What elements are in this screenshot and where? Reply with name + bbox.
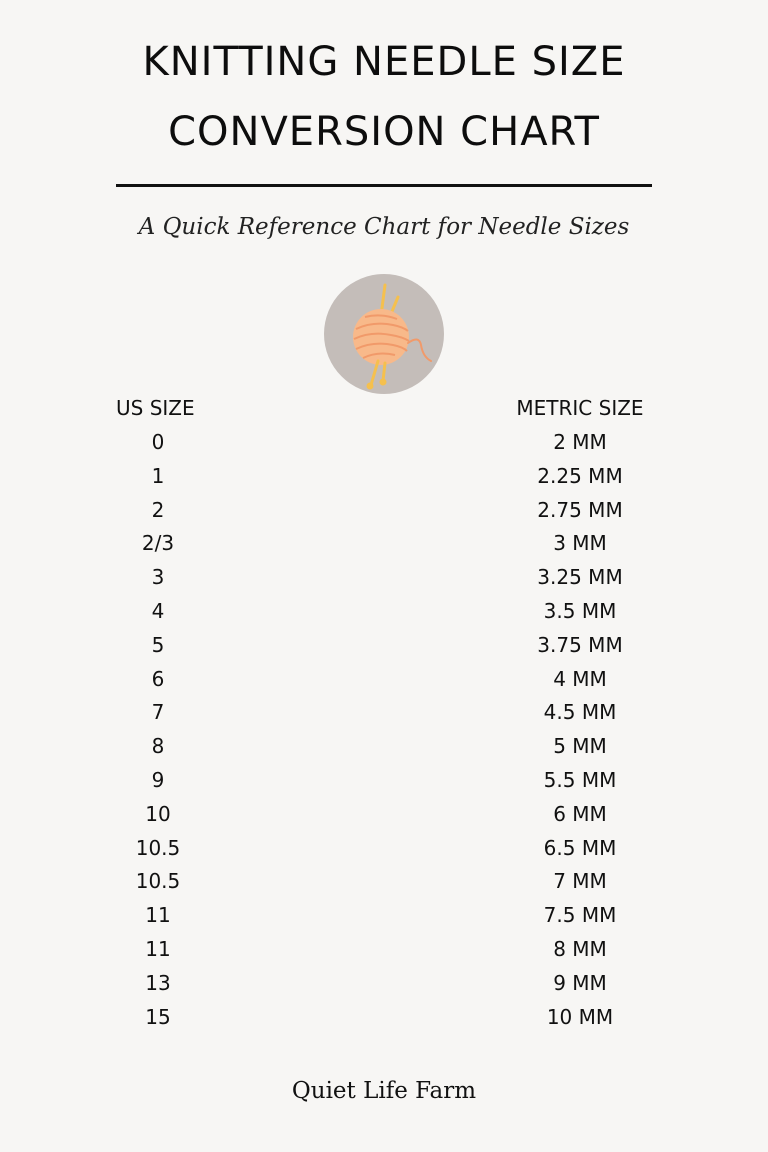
table-row: [0, 464, 768, 498]
metric-size-cell: 2.75 MM: [537, 497, 623, 522]
metric-size-cell: 2 MM: [553, 430, 607, 454]
us-size-cell: 10.5: [135, 869, 181, 894]
subtitle: A Quick Reference Chart for Needle Sizes: [138, 214, 630, 240]
us-size-cell: 11: [145, 903, 171, 928]
table-row: [0, 531, 768, 565]
conversion-table: [0, 430, 768, 1038]
metric-size-cell: 5.5 MM: [543, 767, 617, 792]
table-row: [0, 700, 768, 734]
table-row: [0, 633, 768, 667]
metric-size-cell: 4 MM: [553, 666, 607, 691]
table-row: [0, 903, 768, 937]
metric-size-cell: 2.25 MM: [537, 463, 623, 488]
us-size-cell: 0: [151, 430, 165, 454]
metric-size-cell: 10 MM: [546, 1004, 614, 1029]
metric-size-cell: 3.25 MM: [537, 565, 623, 590]
us-size-cell: 3: [151, 565, 165, 590]
us-size-cell: 13: [145, 970, 171, 995]
metric-size-cell: 3.75 MM: [537, 632, 623, 657]
table-row: [0, 498, 768, 532]
page-title-line-1: KNITTING NEEDLE SIZE: [142, 39, 626, 85]
table-row: [0, 734, 768, 768]
metric-size-cell: 5 MM: [553, 734, 607, 759]
us-size-cell: 10: [145, 801, 171, 826]
us-size-cell: 2/3: [141, 531, 175, 556]
metric-size-cell: 4.5 MM: [543, 700, 617, 725]
metric-size-cell: 7 MM: [553, 869, 607, 894]
us-size-cell: 8: [151, 734, 165, 759]
table-row: [0, 802, 768, 836]
metric-size-cell: 6 MM: [553, 801, 607, 826]
us-size-cell: 15: [145, 1004, 171, 1029]
table-row: [0, 599, 768, 633]
us-size-cell: 4: [151, 598, 165, 623]
metric-size-cell: 8 MM: [553, 936, 607, 961]
table-row: [0, 430, 768, 464]
metric-size-cell: 6.5 MM: [543, 835, 617, 860]
us-size-cell: 9: [151, 767, 165, 792]
page-title-line-2: CONVERSION CHART: [168, 109, 600, 155]
us-size-cell: 2: [151, 497, 165, 522]
metric-size-cell: 9 MM: [553, 970, 607, 995]
us-size-cell: 7: [151, 700, 165, 725]
table-row: [0, 565, 768, 599]
us-size-cell: 5: [151, 632, 165, 657]
metric-size-cell: 7.5 MM: [543, 903, 617, 928]
column-header-metric-size: METRIC SIZE: [516, 396, 644, 420]
us-size-cell: 6: [151, 666, 165, 691]
column-header-us-size: US SIZE: [116, 396, 195, 420]
table-row: [0, 971, 768, 1005]
table-row: [0, 937, 768, 971]
us-size-cell: 1: [151, 463, 165, 488]
brand-footer: Quiet Life Farm: [291, 1078, 477, 1104]
metric-size-cell: 3.5 MM: [543, 598, 617, 623]
metric-size-cell: 3 MM: [553, 531, 607, 556]
yarn-ball-with-needles-icon: [323, 273, 445, 395]
us-size-cell: 11: [145, 936, 171, 961]
table-row: [0, 836, 768, 870]
table-row: [0, 869, 768, 903]
table-row: [0, 768, 768, 802]
us-size-cell: 10.5: [135, 835, 181, 860]
title-divider: [116, 184, 652, 187]
table-row: [0, 1005, 768, 1039]
table-row: [0, 667, 768, 701]
